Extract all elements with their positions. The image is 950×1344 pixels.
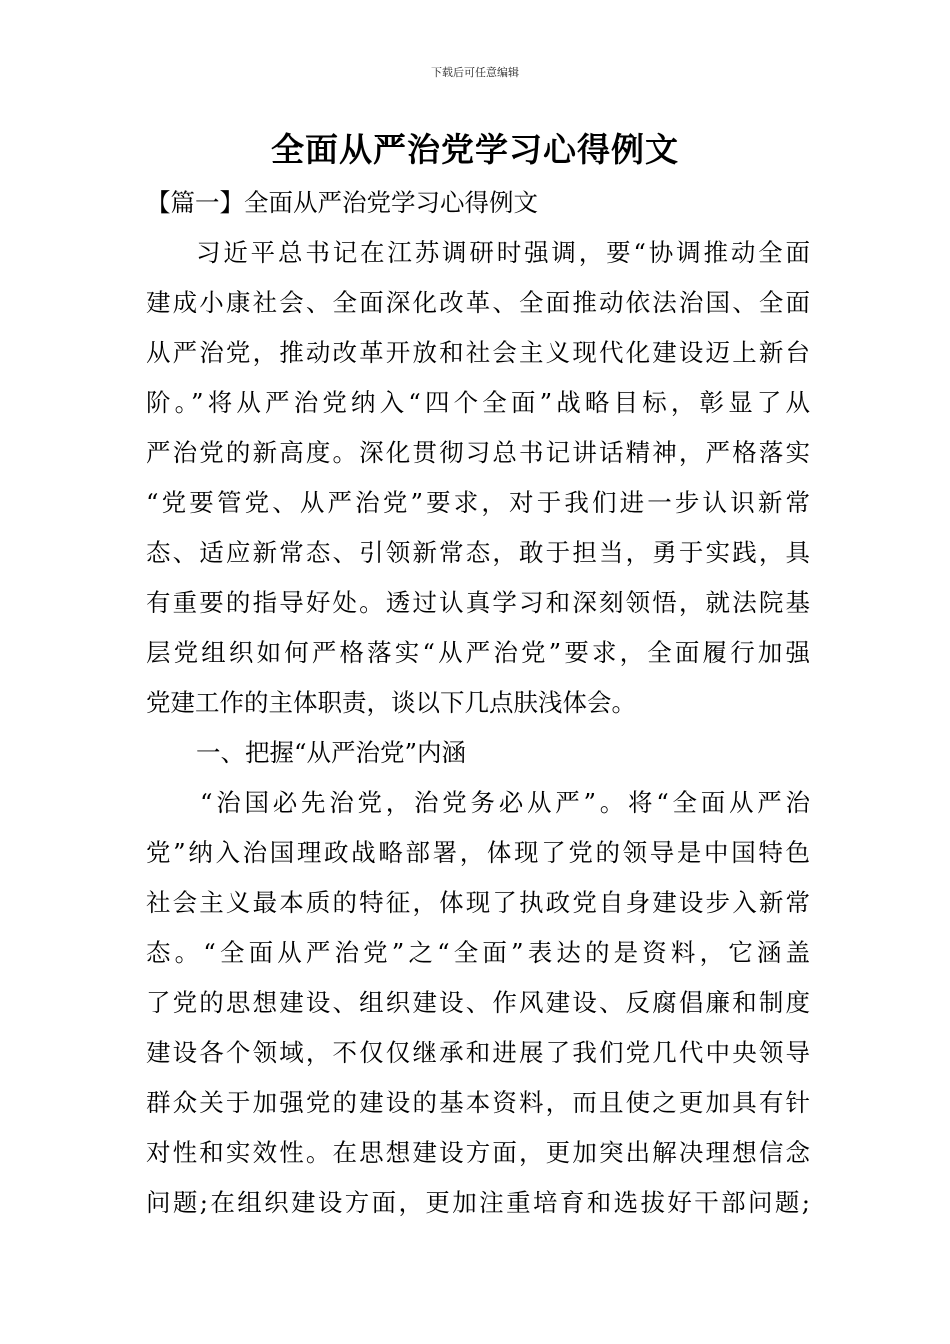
paragraph-line: 态。“全面从严治党”之“全面”表达的是资料，它涵盖 (146, 938, 810, 967)
paragraph-line: 建成小康社会、全面深化改革、全面推动依法治国、全面 (146, 288, 810, 317)
paragraph-line: 建设各个领域，不仅仅继承和进展了我们党几代中央领导 (146, 1038, 810, 1067)
paragraph-line: 有重要的指导好处。透过认真学习和深刻领悟，就法院基 (146, 588, 810, 617)
document-body (146, 178, 810, 1228)
paragraph-line: “治国必先治党，治党务必从严”。将“全面从严治 (200, 788, 810, 817)
section-heading: 【篇一】全面从严治党学习心得例文 (146, 188, 538, 217)
paragraph-line: 态、适应新常态、引领新常态，敢于担当，勇于实践，具 (146, 538, 810, 567)
header-note: 下载后可任意编辑 (431, 66, 519, 79)
document-title: 全面从严治党学习心得例文 (271, 130, 679, 169)
paragraph-line: 对性和实效性。在思想建设方面，更加突出解决理想信念 (146, 1138, 810, 1167)
paragraph-line: “党要管党、从严治党”要求，对于我们进一步认识新常 (146, 488, 810, 517)
paragraph-line: 党”纳入治国理政战略部署，体现了党的领导是中国特色 (146, 838, 810, 867)
subheading-1: 一、把握“从严治党”内涵 (196, 738, 467, 767)
paragraph-line: 严治党的新高度。深化贯彻习总书记讲话精神，严格落实 (146, 438, 810, 467)
paragraph-line: 党建工作的主体职责，谈以下几点肤浅体会。 (146, 688, 636, 717)
paragraph-line: 问题;在组织建设方面，更加注重培育和选拔好干部问题; (146, 1188, 810, 1217)
paragraph-line: 层党组织如何严格落实“从严治党”要求，全面履行加强 (146, 638, 810, 667)
paragraph-line: 社会主义最本质的特征，体现了执政党自身建设步入新常 (146, 888, 810, 917)
paragraph-2 (146, 778, 810, 1228)
paragraph-line: 习近平总书记在江苏调研时强调，要“协调推动全面 (196, 238, 810, 267)
paragraph-line: 群众关于加强党的建设的基本资料，而且使之更加具有针 (146, 1088, 810, 1117)
paragraph-line: 了党的思想建设、组织建设、作风建设、反腐倡廉和制度 (146, 988, 810, 1017)
paragraph-1 (146, 228, 810, 728)
paragraph-line: 阶。”将从严治党纳入“四个全面”战略目标，彰显了从 (146, 388, 810, 417)
paragraph-line: 从严治党，推动改革开放和社会主义现代化建设迈上新台 (146, 338, 810, 367)
